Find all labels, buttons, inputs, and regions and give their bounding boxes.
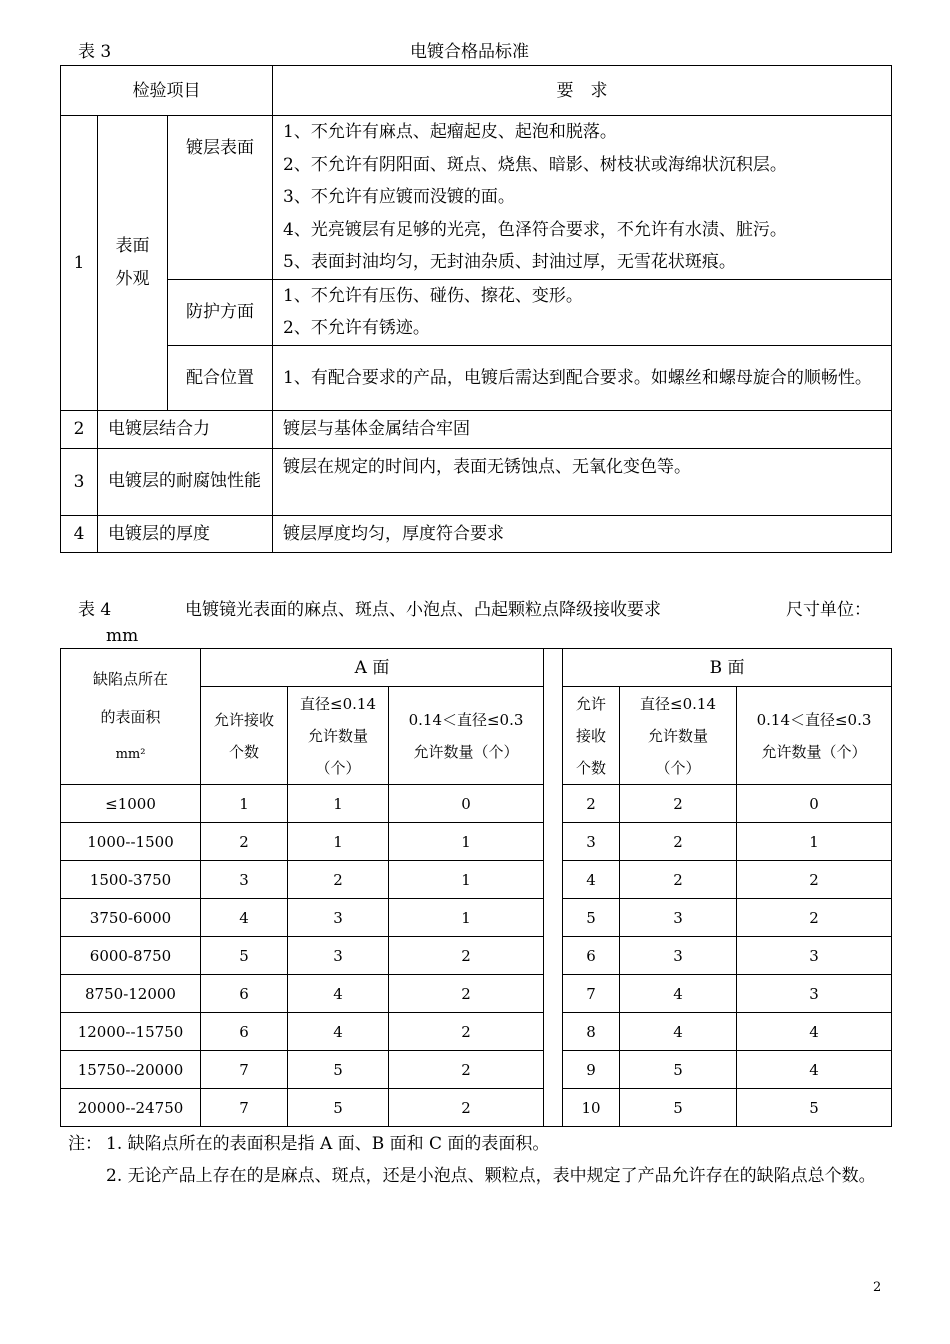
- area-cell: 15750--20000: [61, 1051, 201, 1089]
- value-cell: 5: [288, 1089, 389, 1127]
- requirement-line: 1、有配合要求的产品，电镀后需达到配合要求。如螺丝和螺母旋合的顺畅性。: [283, 367, 872, 388]
- page-number: 2: [873, 1280, 882, 1295]
- value-cell: 2: [288, 861, 389, 899]
- value-cell: 2: [389, 975, 544, 1013]
- area-header-line: 缺陷点所在: [92, 669, 168, 688]
- value-cell: 1: [201, 785, 288, 823]
- value-cell: 0: [737, 785, 892, 823]
- table-row: [61, 1013, 892, 1051]
- header-line: 允许数量: [307, 726, 368, 745]
- table3-header-req: 要 求: [273, 66, 892, 116]
- value-cell: 4: [737, 1051, 892, 1089]
- table4-unit: mm: [106, 626, 139, 646]
- value-cell: 2: [737, 861, 892, 899]
- requirement-cell: [273, 345, 892, 410]
- row-number: 1: [61, 116, 98, 411]
- value-cell: 5: [201, 937, 288, 975]
- requirement-line: 1、不允许有麻点、起瘤起皮、起泡和脱落。: [283, 122, 617, 142]
- value-cell: 1: [389, 899, 544, 937]
- value-cell: 7: [563, 975, 620, 1013]
- value-cell: 0: [389, 785, 544, 823]
- value-cell: 2: [563, 785, 620, 823]
- requirement-line: 2、不允许有阴阳面、斑点、烧焦、暗影、树枝状或海绵状沉积层。: [283, 154, 787, 175]
- value-cell: 3: [288, 899, 389, 937]
- area-cell: 8750-12000: [61, 975, 201, 1013]
- a-col-small-diameter: [288, 687, 389, 785]
- value-cell: 4: [737, 1013, 892, 1051]
- table4-header-row: [61, 649, 892, 687]
- subitem-name: 镀层表面: [168, 116, 273, 280]
- table-row: [61, 279, 892, 345]
- header-line: 0.14＜直径≤0.3: [408, 710, 524, 729]
- category-line: 表面: [115, 236, 150, 257]
- value-cell: 4: [620, 1013, 737, 1051]
- table-row: [61, 116, 892, 280]
- header-line: （个）: [655, 758, 701, 777]
- value-cell: 2: [201, 823, 288, 861]
- value-cell: 4: [201, 899, 288, 937]
- value-cell: 3: [288, 937, 389, 975]
- table-row: [61, 345, 892, 410]
- area-cell: 20000--24750: [61, 1089, 201, 1127]
- b-col-large-diameter: [737, 687, 892, 785]
- area-cell: 1500-3750: [61, 861, 201, 899]
- header-line: 个数: [228, 742, 259, 761]
- area-cell: 6000-8750: [61, 937, 201, 975]
- category-cell: [98, 116, 168, 411]
- value-cell: 2: [620, 823, 737, 861]
- b-col-small-diameter: [620, 687, 737, 785]
- value-cell: 7: [201, 1089, 288, 1127]
- header-line: 允许: [576, 694, 607, 713]
- note-item: 1. 缺陷点所在的表面积是指 A 面、B 面和 C 面的表面积。: [106, 1134, 550, 1154]
- value-cell: 7: [201, 1051, 288, 1089]
- value-cell: 9: [563, 1051, 620, 1089]
- subitem-name: 防护方面: [168, 279, 273, 345]
- value-cell: 2: [620, 861, 737, 899]
- table3-header-item: 检验项目: [61, 66, 273, 116]
- requirement-line: 3、不允许有应镀而没镀的面。: [283, 187, 515, 207]
- value-cell: 1: [288, 823, 389, 861]
- header-line: 个数: [576, 758, 607, 777]
- a-face-header: A 面: [201, 649, 544, 687]
- item-name: 电镀层的厚度: [98, 515, 273, 552]
- table4-gap-column: [544, 649, 563, 1127]
- table3-header-row: [61, 66, 892, 116]
- note-item: 2. 无论产品上存在的是麻点、斑点，还是小泡点、颗粒点，表中规定了产品允许存在的缺陷点总个数。: [106, 1166, 876, 1186]
- value-cell: 2: [389, 1089, 544, 1127]
- row-number: 2: [61, 410, 98, 448]
- value-cell: 1: [389, 861, 544, 899]
- b-col-accept-count: [563, 687, 620, 785]
- value-cell: 5: [620, 1051, 737, 1089]
- requirement-cell: [273, 116, 892, 280]
- value-cell: 6: [563, 937, 620, 975]
- requirement-line: 1、不允许有压伤、碰伤、擦花、变形。: [283, 285, 583, 306]
- value-cell: 3: [201, 861, 288, 899]
- requirement-line: 4、光亮镀层有足够的光亮，色泽符合要求，不允许有水渍、脏污。: [283, 219, 787, 240]
- value-cell: 3: [620, 937, 737, 975]
- requirement-cell: 镀层厚度均匀，厚度符合要求: [273, 515, 892, 552]
- table3: [60, 65, 892, 553]
- area-cell: 3750-6000: [61, 899, 201, 937]
- value-cell: 2: [620, 785, 737, 823]
- table-row: [61, 1089, 892, 1127]
- value-cell: 5: [737, 1089, 892, 1127]
- value-cell: 4: [288, 975, 389, 1013]
- value-cell: 3: [737, 937, 892, 975]
- table-row: [61, 899, 892, 937]
- table-row: [61, 861, 892, 899]
- area-header-line: 的表面积: [100, 707, 161, 726]
- value-cell: 8: [563, 1013, 620, 1051]
- header-line: 直径≤0.14: [300, 694, 376, 713]
- value-cell: 4: [563, 861, 620, 899]
- table-row: [61, 937, 892, 975]
- b-face-header: B 面: [563, 649, 892, 687]
- row-number: 4: [61, 515, 98, 552]
- value-cell: 5: [563, 899, 620, 937]
- subitem-name: 配合位置: [168, 345, 273, 410]
- value-cell: 3: [620, 899, 737, 937]
- value-cell: 6: [201, 975, 288, 1013]
- requirement-cell: [273, 279, 892, 345]
- value-cell: 1: [737, 823, 892, 861]
- value-cell: 10: [563, 1089, 620, 1127]
- table-row: [61, 975, 892, 1013]
- table4-unit-label: 尺寸单位：: [786, 600, 871, 620]
- value-cell: 2: [389, 937, 544, 975]
- item-name: 电镀层结合力: [98, 410, 273, 448]
- value-cell: 4: [288, 1013, 389, 1051]
- header-line: （个）: [315, 758, 361, 777]
- value-cell: 5: [620, 1089, 737, 1127]
- category-line: 外观: [115, 268, 150, 289]
- header-line: 允许数量（个）: [413, 742, 519, 761]
- value-cell: 1: [288, 785, 389, 823]
- table-row: [61, 1051, 892, 1089]
- area-cell: 1000--1500: [61, 823, 201, 861]
- header-line: 0.14＜直径≤0.3: [756, 710, 872, 729]
- header-line: 接收: [576, 726, 607, 745]
- a-col-accept-count: [201, 687, 288, 785]
- table-row: [61, 448, 892, 515]
- value-cell: 6: [201, 1013, 288, 1051]
- area-header: [61, 649, 201, 785]
- value-cell: 3: [563, 823, 620, 861]
- area-cell: ≤1000: [61, 785, 201, 823]
- requirement-line: 2、不允许有锈迹。: [283, 318, 430, 338]
- value-cell: 1: [389, 823, 544, 861]
- header-line: 允许数量（个）: [761, 742, 867, 761]
- header-line: 允许接收: [213, 710, 274, 729]
- table4-title: 电镀镜光表面的麻点、斑点、小泡点、凸起颗粒点降级接收要求: [185, 600, 661, 620]
- table3-label: 表 3: [78, 42, 112, 62]
- value-cell: 2: [389, 1013, 544, 1051]
- value-cell: 4: [620, 975, 737, 1013]
- a-col-large-diameter: [389, 687, 544, 785]
- table-row: [61, 410, 892, 448]
- notes-prefix: 注：: [68, 1134, 102, 1154]
- table4: [60, 648, 892, 1127]
- requirement-line: 5、表面封油均匀，无封油杂质、封油过厚，无雪花状斑痕。: [283, 252, 736, 272]
- requirement-cell: 镀层与基体金属结合牢固: [273, 410, 892, 448]
- table3-title: 电镀合格品标准: [410, 42, 529, 62]
- table-row: [61, 823, 892, 861]
- value-cell: 3: [737, 975, 892, 1013]
- row-number: 3: [61, 448, 98, 515]
- value-cell: 2: [737, 899, 892, 937]
- header-line: 直径≤0.14: [640, 694, 716, 713]
- header-line: 允许数量: [648, 726, 709, 745]
- table4-label: 表 4: [78, 600, 112, 620]
- item-name: 电镀层的耐腐蚀性能: [98, 448, 273, 515]
- area-header-unit: mm²: [115, 746, 146, 762]
- table-row: [61, 515, 892, 552]
- table-row: [61, 785, 892, 823]
- value-cell: 2: [389, 1051, 544, 1089]
- value-cell: 5: [288, 1051, 389, 1089]
- requirement-cell: 镀层在规定的时间内，表面无锈蚀点、无氧化变色等。: [273, 448, 892, 515]
- area-cell: 12000--15750: [61, 1013, 201, 1051]
